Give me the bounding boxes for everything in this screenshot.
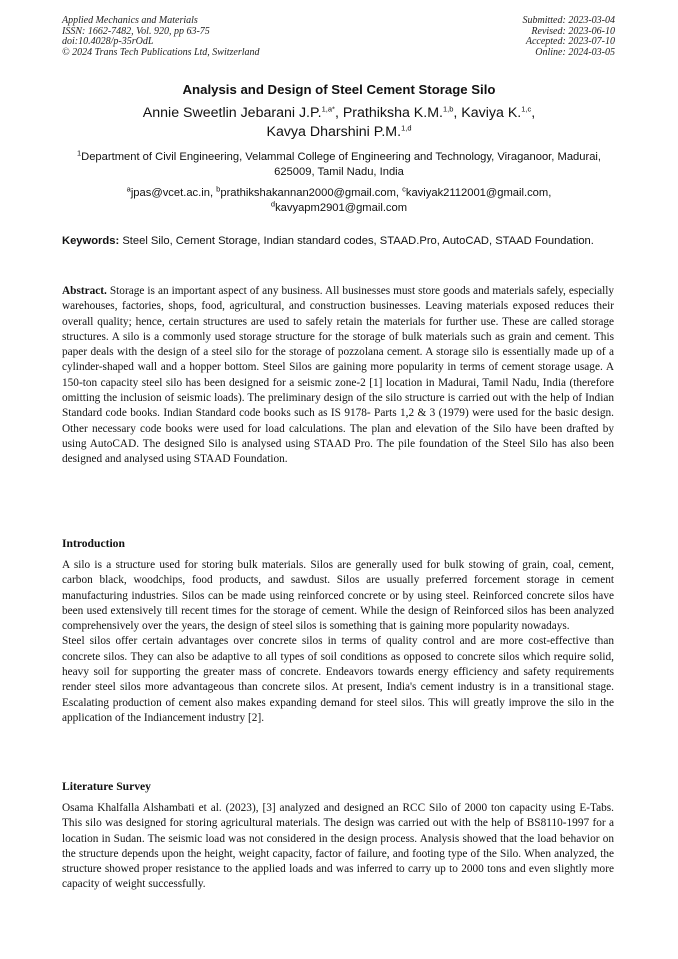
introduction-body: [62, 558, 614, 726]
accepted-date: Accepted: 2023-07-10: [525, 36, 615, 48]
email-link[interactable]: prathikshakannan2000@gmail.com: [220, 187, 396, 199]
author-name: Prathiksha K.M.: [342, 105, 443, 121]
paper-title: Analysis and Design of Steel Cement Storage Silo: [182, 82, 496, 97]
literature-survey-heading: Literature Survey: [62, 780, 151, 793]
author-affiliation-mark: 1,c: [521, 104, 532, 114]
affiliation-text: Department of Civil Engineering, Velammal College of Engineering and Technology, Viraganoor, Madurai, 625009, Tamil Nadu, India: [81, 151, 602, 178]
author-list: Annie Sweetlin Jebarani J.P.$^{1,a*}$, Prathiksha K.M.$^{1,b}$, Kaviya K.$^{1,c}$, Kavya Dharshini P.M.$^{1,d}$: [142, 104, 536, 140]
paragraph: A silo is a structure used for storing bulk materials. Silos are generally used for bulk stowing of grain, coal, cement, carbon black, woodchips, food products, and sawdust. Silos are usually preferred forcement storage in cement manufacturing industries. Silos can be made using reinforced concrete or by using steel. Reinforced concrete silos have been used extensively till recent times for the storage of cement. While the design of Reinforced silos has been analyzed comprehensively over the years, the design of steel silos is something that is gaining more popularity nowadays.: [62, 559, 614, 633]
affiliation: [62, 150, 616, 180]
email-link[interactable]: kaviyak2112001@gmail.com: [405, 187, 549, 199]
keywords-text: Steel Silo, Cement Storage, Indian standard codes, STAAD.Pro, AutoCAD, STAAD Foundation.: [122, 235, 594, 247]
journal-info: [62, 16, 260, 58]
email-link[interactable]: kavyapm2901@gmail.com: [275, 201, 408, 214]
online-date: Online: 2024-03-05: [535, 46, 615, 58]
author-affiliation-mark: 1,b: [442, 104, 454, 114]
submission-dates: [523, 16, 616, 58]
paragraph: Osama Khalfalla Alshambati et al. (2023), [3] analyzed and designed an RCC Silo of 2000 ton capacity using E-Tabs. This silo was designed for storing agricultural materials. The design was carried out with the help of BS8110-1997 for a location in Sudan. The seismic load was not considered in the design process. Analysis showed that the load behavior on the structure depends upon the height, weight capacity, factor of failure, and footing type of the Silo. When analyzed, the structure showed proper resistance to the applied loads and was inferred to carry up to 2000 tons and even slightly more capacity of weight successfully.: [62, 802, 614, 891]
introduction-heading: Introduction: [62, 537, 125, 550]
issn-line: ISSN: 1662-7482, Vol. 920, pp 63-75: [62, 25, 210, 37]
paragraph: Steel silos offer certain advantages over concrete silos in terms of quality control and are more cost-effective than concrete silos. They can also be adaptive to all types of soil conditions as opposed to concrete silos which require solid, heavy soil for supporting the greater mass of concrete. Endeavors towards energy efficiency and safety requirements render steel silos more advantageous than concrete silos. At present, India's cement industry is in a transitional stage. Escalating production of cement also makes expanding demand for steel silos. This will greatly improve the silo in the application of the Indiancement industry [2].: [62, 635, 614, 724]
keywords-label: Keywords:: [62, 235, 120, 247]
doi-line: doi:10.4028/p-35rOdL: [62, 36, 154, 48]
abstract-label: Abstract.: [62, 285, 107, 297]
abstract: [62, 284, 614, 468]
email-link[interactable]: jpas@vcet.ac.in: [130, 187, 210, 199]
submitted-date: Submitted: 2023-03-04: [522, 15, 615, 26]
author-name: Kavya Dharshini P.M.: [266, 124, 402, 140]
abstract-text: Storage is an important aspect of any business. All businesses must store goods and materials safely, especially warehouses, factories, shops, food, agricultural, and construction businesses. Leaving materials exposed reduces their overall quality; hence, certain structures are used to safely retain the materials for further use. These are called storage structures. A silo is a commonly used storage structure for the storage of bulk materials such as grain and cement. This paper deals with the design of a steel silo for the storage of pozzolana cement. A storage silo is essentially made up of a cylinder-shaped wall and a hopper bottom. Steel Silos are gaining more popularity in terms of cement storage usage. A 150-ton capacity steel silo has been designed for a seismic zone-2 [1] location in Madurai, Tamil Nadu, India (therefore omitting the inclusion of seismic loads). The preliminary design of the silo structure is carried out with the help of Indian Standard code books. Indian Standard code books such as IS 9178- Parts 1,2 & 3 (1979) were used for the basic design. Other necessary code books were used for load calculations. The plan and elevation of the Silo have been drafted by using AutoCAD. The designed Silo is analysed using STAAD Pro. The pile foundation of the Steel Silo has also been designed and analysed using STAAD Foundation.: [62, 285, 615, 466]
keywords: [62, 234, 614, 249]
author-name: Annie Sweetlin Jebarani J.P.: [142, 105, 322, 121]
affiliation-mark: 1: [76, 148, 82, 158]
revised-date: Revised: 2023-06-10: [531, 25, 615, 37]
author-emails: $^a$jpas@vcet.ac.in, $^b$prathikshakannan2000@gmail.com, $^c$kaviyak2112001@gmail.com, $^d$kavyapm2901@gmail.com: [126, 184, 552, 214]
author-affiliation-mark: 1,d: [401, 123, 412, 133]
journal-name: Applied Mechanics and Materials: [62, 15, 198, 26]
literature-survey-body: [62, 801, 614, 893]
author-name: Kaviya K.: [461, 105, 522, 121]
copyright-line: © 2024 Trans Tech Publications Ltd, Switzerland: [62, 46, 260, 58]
author-affiliation-mark: 1,a*: [321, 104, 335, 114]
